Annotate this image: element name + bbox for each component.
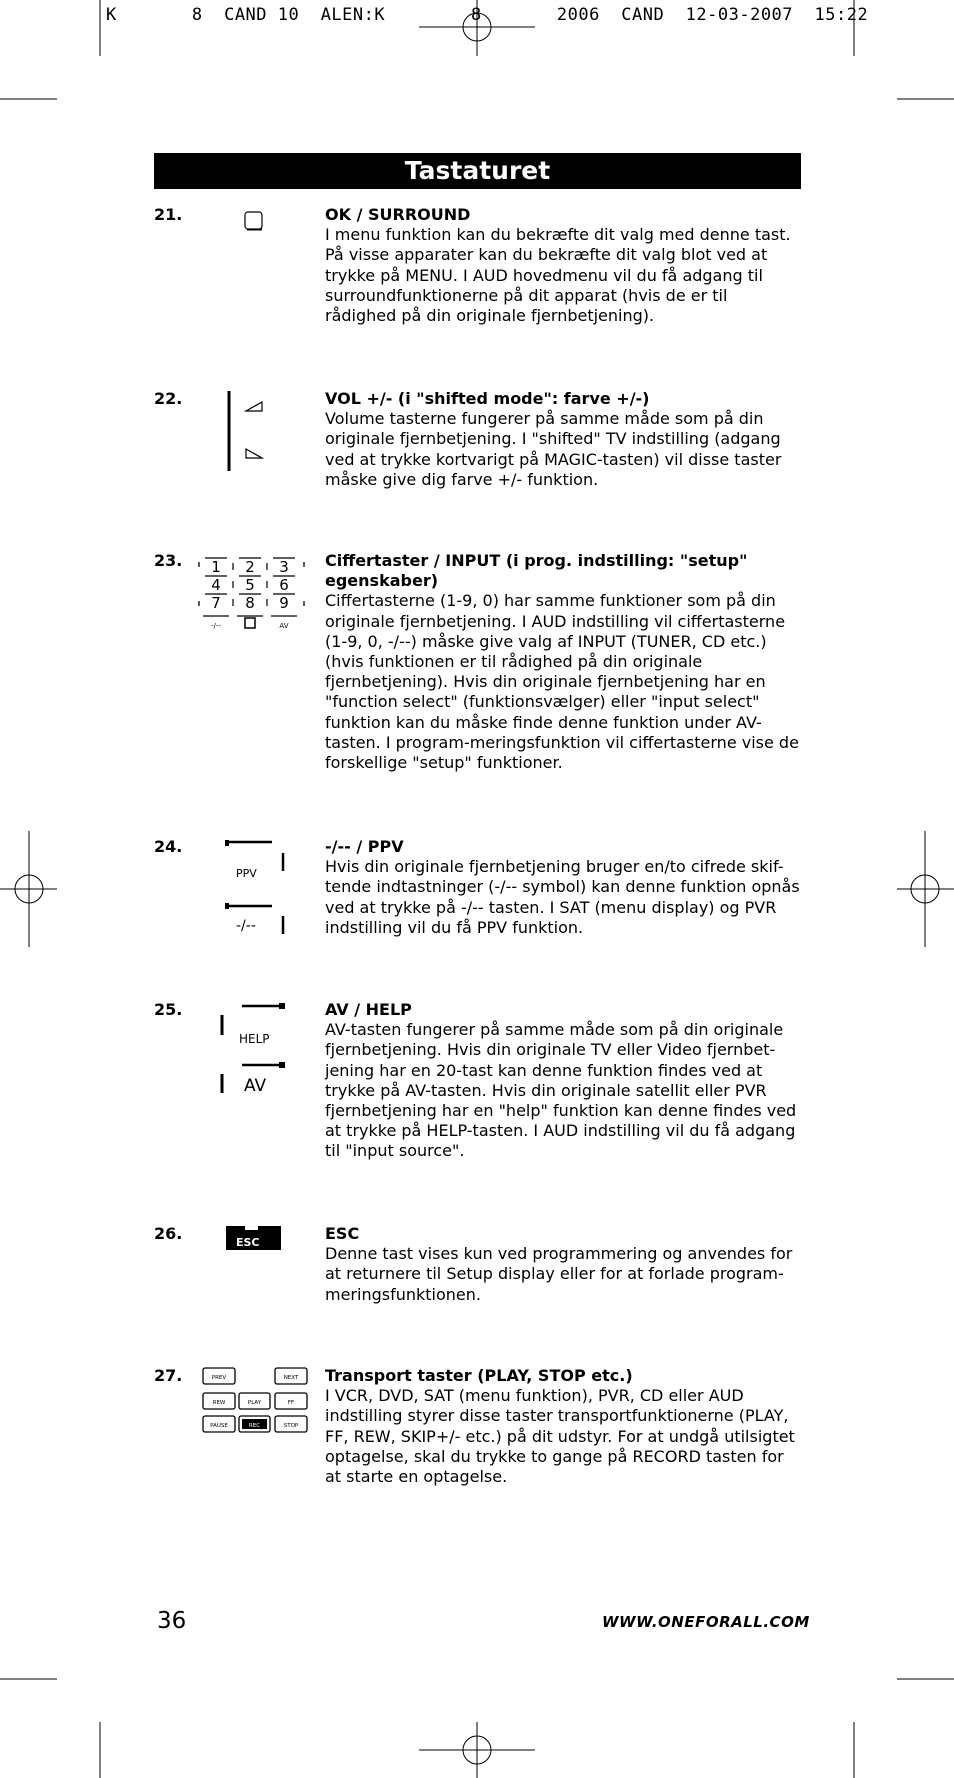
entry-title: OK / SURROUND xyxy=(325,205,471,224)
entry-title: Transport taster (PLAY, STOP etc.) xyxy=(325,1366,633,1385)
keypad-key xyxy=(271,616,297,630)
transport-key-label: REW xyxy=(212,1400,226,1406)
keypad-key xyxy=(239,558,267,576)
entry-body: I VCR, DVD, SAT (menu funktion), PVR, CD eller AUD indstilling styrer disse taster transportfunktionerne (PLAY, FF, REW, SKIP+/- etc.) på dit udstyr. For at undgå utilsigtet optagelse, skal du trykke to gange på RECORD tasten for at starte en optagelse. xyxy=(325,1386,795,1487)
entry-body: Volume tasterne fungerer på samme måde som på din originale fjernbetjening. I "shifted" TV indstilling (adgang ved at trykke kortvarigt på MAGIC-tasten) vil disse taster måske give dig farve +/- funktion. xyxy=(325,409,782,489)
website-link[interactable]: WWW.ONEFORALL.COM xyxy=(602,1613,810,1631)
transport-key xyxy=(203,1393,235,1409)
entry-text xyxy=(325,551,803,773)
keypad-key xyxy=(205,594,233,612)
keypad-key xyxy=(203,616,229,630)
entry-body: Denne tast vises kun ved programmering og anvendes for at returnere til Setup display eller for at forlade program-meringsfunktionen. xyxy=(325,1244,793,1304)
volume-buttons-icon xyxy=(224,389,284,474)
transport-key-label: REC xyxy=(248,1423,261,1429)
entry-title: Ciffertaster / INPUT (i prog. indstilling: "setup" egenskaber) xyxy=(325,551,748,591)
keypad-digit-label: 6 xyxy=(279,576,289,594)
keypad-key xyxy=(273,576,295,594)
transport-key xyxy=(239,1393,270,1409)
keypad-digit-label: 4 xyxy=(211,576,221,594)
entry-number: 27. xyxy=(154,1366,183,1385)
esc-label: ESC xyxy=(236,1236,260,1249)
ppv-button-icon xyxy=(224,837,314,937)
print-slug-line: K 8 CAND 10 ALEN:K 8 2006 CAND 12-03-2007 15:22 xyxy=(106,5,869,25)
page-title: Tastaturet xyxy=(154,153,801,189)
entry-body: Hvis din originale fjernbetjening bruger en/to cifrede skif-tende indtastninger (-/-- symbol) kan denne funktion opnås ved at trykke på -/-- tasten. I SAT (menu display) og PVR indstilling vil du få PPV funktion. xyxy=(325,857,800,937)
keypad-digit-label: AV xyxy=(279,622,289,630)
transport-key-label: PAUSE xyxy=(210,1423,228,1429)
transport-key-label: PLAY xyxy=(247,1400,262,1406)
keypad-digit-label: -/-- xyxy=(211,622,221,630)
transport-key-label: STOP xyxy=(283,1423,299,1429)
entry-title: ESC xyxy=(325,1224,360,1243)
transport-key xyxy=(203,1368,235,1384)
entry-number: 22. xyxy=(154,389,183,408)
transport-key xyxy=(239,1416,270,1432)
transport-key xyxy=(275,1393,307,1409)
av-help-button-icon xyxy=(220,1000,310,1095)
av-label: AV xyxy=(244,1076,267,1095)
keypad-digit-label: 5 xyxy=(245,576,255,594)
keypad-graphic xyxy=(198,555,308,645)
entry-number: 23. xyxy=(154,551,183,570)
entry-number: 26. xyxy=(154,1224,183,1243)
dash-label: -/-- xyxy=(236,918,256,934)
entry-number: 25. xyxy=(154,1000,183,1019)
keypad-digit-label: 7 xyxy=(211,594,221,612)
keypad-key xyxy=(273,558,295,576)
entry-title: -/-- / PPV xyxy=(325,837,404,856)
entry-text xyxy=(325,389,803,490)
keypad-key xyxy=(239,576,267,594)
entry-title: AV / HELP xyxy=(325,1000,412,1019)
number-keypad-icon xyxy=(198,555,308,645)
help-label: HELP xyxy=(239,1032,270,1046)
transport-key xyxy=(203,1416,235,1432)
entry-title: VOL +/- (i "shifted mode": farve +/-) xyxy=(325,389,650,408)
entry-body: I menu funktion kan du bekræfte dit valg med denne tast. På visse apparater kan du bekræfte dit valg blot ved at trykke på MENU. I AUD hovedmenu vil du få adgang til surroundfunktionerne på dit apparat (hvis de er til rådighed på din originale fjernbetjening). xyxy=(325,225,791,326)
keypad-key xyxy=(205,558,233,576)
ok-button-icon xyxy=(244,211,304,241)
transport-key-label: FF xyxy=(287,1400,295,1406)
keypad-digit-label: 1 xyxy=(211,558,221,576)
keypad-key xyxy=(205,576,233,594)
transport-key xyxy=(275,1368,307,1384)
entry-body: Ciffertasterne (1-9, 0) har samme funktioner som på din originale fjernbetjening. I AUD indstilling vil ciffertasterne (1-9, 0, -/--) måske give valg af INPUT (TUNER, CD etc.) (hvis funktionen er til rådighed på din originale fjernbetjening). Hvis din originale fjernbetjening har en "function select" (funktionsvælger) eller "input select" funktion kan du måske finde denne funktion under AV-tasten. I program-meringsfunktion vil ciffertasterne vise de forskellige "setup" funktioner. xyxy=(325,591,799,773)
transport-key-label: NEXT xyxy=(283,1375,299,1381)
entry-text xyxy=(325,1366,803,1487)
entry-number: 21. xyxy=(154,205,183,224)
entry-number: 24. xyxy=(154,837,183,856)
transport-graphic xyxy=(200,1366,310,1438)
esc-button-icon xyxy=(224,1224,294,1254)
transport-buttons-icon xyxy=(200,1366,310,1438)
keypad-digit-label: 2 xyxy=(245,558,255,576)
ppv-label: PPV xyxy=(236,867,257,880)
keypad-digit-label: 9 xyxy=(279,594,289,612)
keypad-digit-label: 8 xyxy=(245,594,255,612)
keypad-digit-label: 3 xyxy=(279,558,289,576)
page-number: 36 xyxy=(157,1608,187,1634)
transport-key xyxy=(275,1416,307,1432)
entry-text xyxy=(325,1224,803,1305)
keypad-key xyxy=(273,594,295,612)
keypad-key xyxy=(239,594,267,612)
entry-text xyxy=(325,205,803,326)
keypad-key xyxy=(237,614,263,632)
entry-body: AV-tasten fungerer på samme måde som på din originale fjernbetjening. Hvis din originale TV eller Video fjernbet-jening har en 20-tast kan denne funktion findes ved at trykke på AV-tasten. Hvis din originale satellit eller PVR fjernbetjening har en "help" funktion kan denne findes ved at trykke på HELP-tasten. I AUD indstilling vil du få adgang til "input source". xyxy=(325,1020,797,1161)
entry-text xyxy=(325,1000,803,1162)
entry-text xyxy=(325,837,803,938)
transport-key-label: PREV xyxy=(211,1375,227,1381)
